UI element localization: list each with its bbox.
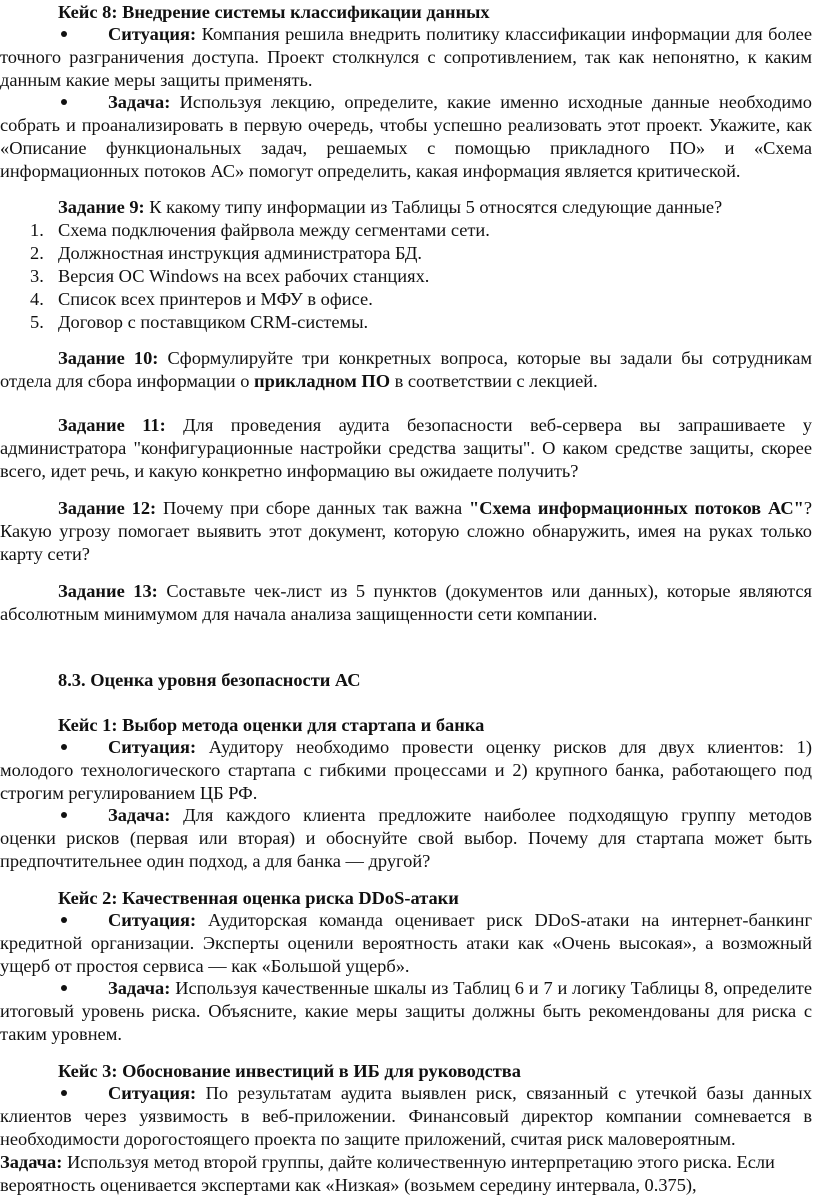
case2-task: Задача: Используя качественные шкалы из Таблиц 6 и 7 и логику Таблицы 8, определите (108, 978, 812, 998)
bullet-icon (61, 812, 67, 818)
case3-task: Задача: Используя метод второй группы, дайте количественную интерпретацию этого риска. Если (0, 1152, 775, 1172)
bullet-icon (61, 1090, 67, 1096)
bullet-icon (61, 99, 67, 105)
bullet-icon (61, 31, 67, 37)
bullet-icon (61, 744, 67, 750)
case8-task: Задача: Используя лекцию, определите, какие именно исходные данные необходимо (108, 92, 812, 112)
case2-title: Кейс 2: Качественная оценка риска DDoS-атаки (58, 888, 459, 908)
case1-title: Кейс 1: Выбор метода оценки для стартапа и банка (58, 715, 485, 735)
bullet-icon (61, 985, 67, 991)
bullet-icon (61, 917, 67, 923)
task9-question: Задание 9: К какому типу информации из Таблицы 5 относятся следующие данные? (58, 197, 723, 217)
case1-situation: Ситуация: Аудитору необходимо провести оценку рисков для двух клиентов: 1) (108, 737, 812, 757)
document-page: Кейс 8: Внедрение системы классификации данных Ситуация: Компания решила внедрить политику классификации информации для более точного разграничения доступа. Проект столкнулся с сопротивлением, так как непонятно, к каким данным какие меры защиты применять. Задача: Используя лекцию, определите, какие именно исходные данные необходимо собрать и проанализировать в первую очередь, чтобы успешно реализовать этот проект. Укажите, как «Описание функциональных задач, решаемых с помощью прикладного ПО» и «Схема информационных потоков АС» помогут определить, какая информация является критической. Задание 9: К какому типу информации из Таблицы 5 относятся следующие данные? 1. Схема подключения файрвола между сегментами сети. 2. Должностная инструкция администратора БД. 3. Версия ОС Windows на всех рабочих станциях. 4. Список всех принтеров и МФУ в офисе. 5. Договор с поставщиком CRM-системы. Задание 10: Сформулируйте три конкретных вопроса, которые вы задали бы сотрудникам отдела для сбора информации о прикладном ПО в соответствии с лекцией. Задание 11: Для проведения аудита безопасности веб-сервера вы запрашиваете у администратора "конфигурационные настройки средства защиты". О каком средстве защиты, скорее всего, идет речь, и какую конкретно информацию вы ожидаете получить? Задание 12: Почему при сборе данных так важна "Схема информационных потоков АС"? Какую угрозу помогает выявить этот документ, которую сложно обнаружить, имея на руках только карту сети? Задание 13: Составьте чек-лист из 5 пунктов (документов или данных), которые являются абсолютным минимумом для начала анализа защищенности сети компании. 8.3. Оценка уровня безопасности АС Кейс 1: Выбор метода оценки для стартапа и банка Ситуация: Аудитору необходимо провести оценку рисков для двух клиентов: 1) молодого технологического стартапа с гибкими процессами и 2) крупного банка, работающего под строгим регулированием ЦБ РФ. Задача: Для каждого клиента предложите наиболее подходящую группу методов оценки рисков (первая или вторая) и обоснуйте свой выбор. Почему для стартапа может быть предпочтительнее один подход, а для банка — другой? Кейс 2: Качественная оценка риска DDoS-атаки Ситуация: Аудиторская команда оценивает риск DDoS-атаки на интернет-банкинг кредитной организации. Эксперты оценили вероятность атаки как «Очень высокая», а возможный ущерб от простоя сервиса — как «Большой ущерб». Задача: Используя качественные шкалы из Таблиц 6 и 7 и логику Таблицы 8, определите итоговый уровень риска. Объясните, какие меры защиты должны быть рекомендованы для риска с таким уровнем. Кейс 3: Обоснование инвестиций в ИБ для руководства Ситуация: По результатам аудита выявлен риск, связанный с утечкой базы данных клиентов через уязвимость в веб-приложении. Финансовый директор компании сомневается в необходимости дорогостоящего проекта по защите приложений, считая риск маловероятным. Задача: Используя метод второй группы, дайте количественную интерпретацию этого риска. Если вероятность оценивается экспертами как «Низкая» (возьмем середину интервала, 0.375), (0, 0, 816, 1201)
task10: Задание 10: Сформулируйте три конкретных вопроса, которые вы задали бы сотрудникам (58, 348, 812, 368)
case3-title: Кейс 3: Обоснование инвестиций в ИБ для руководства (58, 1061, 521, 1081)
case8-title: Кейс 8: Внедрение системы классификации данных (58, 2, 490, 22)
case1-task: Задача: Для каждого клиента предложите наиболее подходящую группу методов (108, 805, 812, 825)
case8-situation: Ситуация: Компания решила внедрить политику классификации информации для более (108, 24, 812, 44)
section-heading: 8.3. Оценка уровня безопасности АС (58, 670, 361, 690)
case3-situation: Ситуация: По результатам аудита выявлен риск, связанный с утечкой базы данных (108, 1083, 812, 1103)
case2-situation: Ситуация: Аудиторская команда оценивает риск DDoS-атаки на интернет-банкинг (108, 910, 812, 930)
task11: Задание 11: Для проведения аудита безопасности веб-сервера вы запрашиваете у (58, 415, 812, 435)
task13: Задание 13: Составьте чек-лист из 5 пунктов (документов или данных), которые являются (58, 581, 812, 601)
task12: Задание 12: Почему при сборе данных так важна "Схема информационных потоков АС"? (58, 498, 812, 518)
